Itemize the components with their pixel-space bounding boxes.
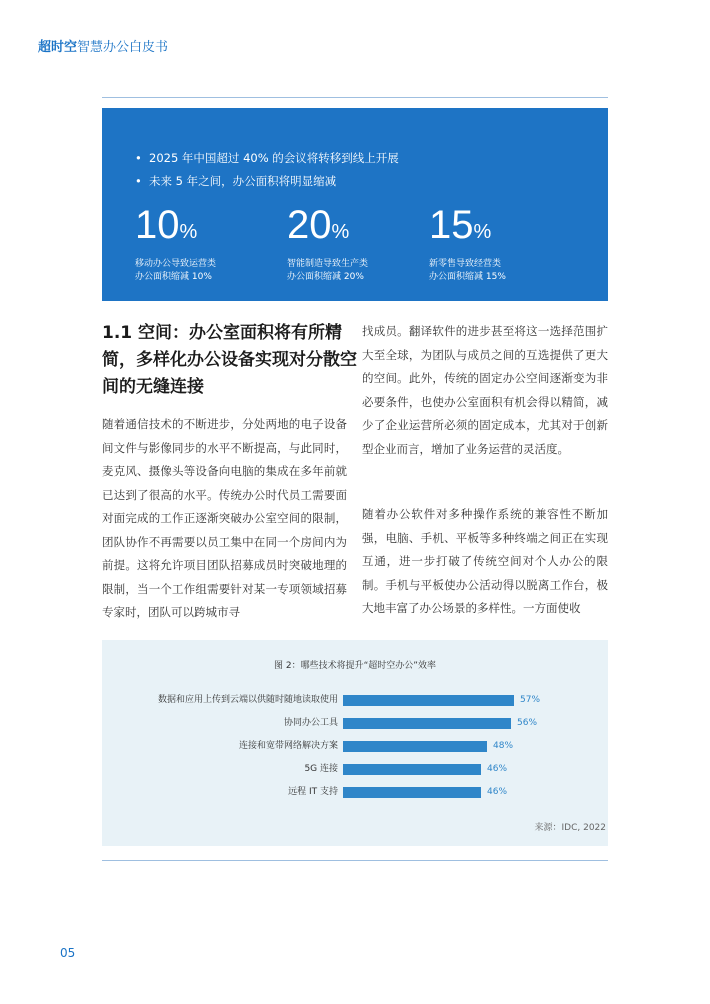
stat-description: 智能制造导致生产类 办公面积缩减 20%	[287, 259, 369, 282]
stat-value: 10	[135, 203, 180, 247]
figure-box	[102, 640, 608, 846]
bar	[343, 764, 481, 775]
stat-unit: %	[331, 221, 350, 243]
bar	[343, 741, 487, 752]
bar-category-label: 数据和应用上传到云端以供随时随地读取使用	[157, 695, 338, 705]
bar-row	[102, 785, 608, 799]
bar-value-label: 48%	[493, 741, 514, 751]
stat-value: 15	[429, 203, 474, 247]
bar-category-label: 连接和宽带网络解决方案	[238, 741, 338, 751]
body-paragraph-right-1: 找成员。翻译软件的进步甚至将这一选择范围扩大至全球，为团队与成员之间的互选提供了更大的空间。此外，传统的固定办公空间逐渐变为非必要条件，也使办公室面积有机会得以精简，减少了企业运营所必须的固定成本，尤其对于创新型企业而言，增加了业务运营的灵活度。	[362, 324, 608, 456]
top-divider	[102, 97, 608, 98]
bar-row	[102, 762, 608, 776]
bar-row	[102, 693, 608, 707]
document-header	[38, 36, 168, 55]
bar	[343, 718, 511, 729]
bar-category-label: 远程 IT 支持	[288, 787, 338, 797]
stat-block	[135, 203, 275, 284]
stat-unit: %	[473, 221, 492, 243]
bullet-text: 2025 年中国超过 40% 的会议将转移到线上开展	[149, 151, 399, 165]
bar-value-label: 46%	[487, 787, 508, 797]
bar-value-label: 56%	[517, 718, 538, 728]
highlight-bullet: • 未来 5 年之间，办公面积将明显缩减	[135, 174, 337, 188]
bar	[343, 695, 514, 706]
stat-description: 新零售导致经营类 办公面积缩减 15%	[429, 259, 506, 282]
body-paragraph-right-2: 随着办公软件对多种操作系统的兼容性不断加强，电脑、手机、平板等多种终端之间正在实现互通，进一步打破了传统空间对个人办公的限制。手机与平板使办公活动得以脱离工作台，极大地丰富了办公场景的多样性。一方面使收	[362, 507, 608, 615]
header-title-bold: 超时空	[38, 40, 78, 55]
bar-category-label: 5G 连接	[304, 764, 338, 774]
stat-description: 移动办公导致运营类 办公面积缩减 10%	[135, 259, 217, 282]
figure-source: 来源：IDC, 2022	[534, 823, 606, 833]
highlight-bullet: • 2025 年中国超过 40% 的会议将转移到线上开展	[135, 151, 399, 165]
bar-row	[102, 739, 608, 753]
body-paragraph-left: 随着通信技术的不断进步，分处两地的电子设备间文件与影像同步的水平不断提高，与此同时，麦克风、摄像头等设备向电脑的集成在多年前就已达到了很高的水平。传统办公时代员工需要面对面完成的工作正逐渐突破办公室空间的限制，团队协作不再需要以员工集中在同一个房间内为前提。这将允许项目团队招募成员时突破地理的限制，当一个工作组需要针对某一专项领域招募专家时，团队可以跨城市寻	[102, 417, 347, 619]
bar-value-label: 46%	[487, 764, 508, 774]
header-title-rest: 智慧办公白皮书	[77, 40, 169, 55]
bar-value-label: 57%	[520, 695, 541, 705]
highlight-box	[102, 108, 608, 301]
page-number: 05	[60, 946, 76, 960]
bar	[343, 787, 481, 798]
stat-block	[429, 203, 569, 284]
stat-value: 20	[287, 203, 332, 247]
figure-title: 图 2：哪些技术将提升“超时空办公”效率	[274, 661, 436, 671]
bar-category-label: 协同办公工具	[283, 718, 338, 728]
stat-block	[287, 203, 427, 284]
stat-unit: %	[179, 221, 198, 243]
bullet-text: 未来 5 年之间，办公面积将明显缩减	[149, 174, 337, 188]
section-heading: 1.1 空间：办公室面积将有所精简，多样化办公设备实现对分散空间的无缝连接	[102, 323, 357, 397]
bar-row	[102, 716, 608, 730]
bottom-divider	[102, 860, 608, 861]
